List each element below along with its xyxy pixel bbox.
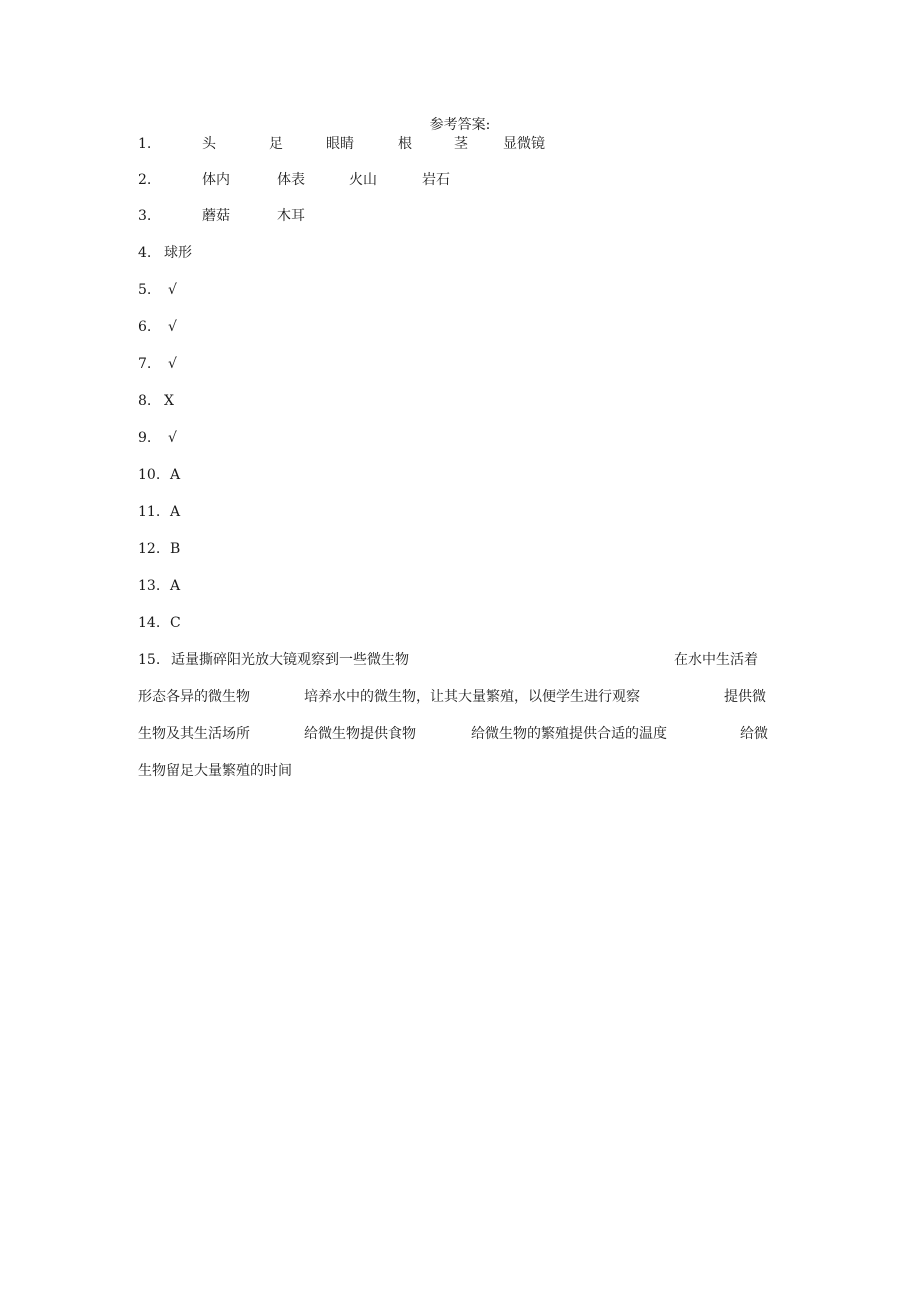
question-number: 14. [138,615,161,631]
answer-text: C [170,615,181,631]
answer-row-4 [138,243,838,263]
question-number: 4. [138,245,152,261]
answer-word: 根 [398,136,412,152]
answer-row-9 [138,428,838,448]
question-number: 13. [138,578,161,594]
answer-row-2 [138,170,838,190]
answer-phrase: 在水中生活着 [674,652,758,668]
question-number: 2. [138,172,152,188]
question-number: 9. [138,430,152,446]
answer-text: B [170,541,181,557]
answer-row-6 [138,317,838,337]
question-number: 12. [138,541,161,557]
question-number: 6. [138,319,152,335]
answer-phrase: 适量撕碎阳光放大镜观察到一些微生物 [171,652,409,668]
answer-phrase: 给微生物提供食物 [304,726,416,742]
question-number: 10. [138,467,161,483]
answer-text: X [164,393,174,409]
answer-word: 体内 [202,172,230,188]
answer-word: 显微镜 [503,136,545,152]
check-mark: √ [168,356,177,372]
answer-phrase: 生物留足大量繁殖的时间 [138,763,292,779]
answer-word: 头 [202,136,216,152]
check-mark: √ [168,282,177,298]
answer-row-1 [138,134,838,154]
question-number: 15. [138,652,161,668]
answer-row-15-cont-3 [138,761,798,781]
answer-word: 岩石 [422,172,450,188]
answer-word: 火山 [349,172,377,188]
answer-text: 球形 [164,245,192,261]
check-mark: √ [168,319,177,335]
answer-phrase: 形态各异的微生物 [138,689,250,705]
answer-word: 眼睛 [326,136,354,152]
answer-row-10 [138,465,838,485]
answer-row-8 [138,391,838,411]
answer-phrase: 生物及其生活场所 [138,726,250,742]
answer-phrase: 培养水中的微生物，让其大量繁殖，以便学生进行观察 [304,689,640,705]
answer-phrase: 给微生物的繁殖提供合适的温度 [471,726,667,742]
question-number: 11. [138,504,161,520]
answer-phrase: 给微 [740,726,768,742]
question-number: 5. [138,282,152,298]
question-number: 7. [138,356,152,372]
answer-word: 木耳 [277,208,305,224]
answer-word: 茎 [454,136,468,152]
answer-row-14 [138,613,838,633]
page-title: 参考答案: [429,117,491,133]
answer-row-13 [138,576,838,596]
answer-row-7 [138,354,838,374]
answer-word: 体表 [277,172,305,188]
answer-word: 蘑菇 [202,208,230,224]
answer-row-12 [138,539,838,559]
answer-row-15 [138,650,798,670]
answer-row-11 [138,502,838,522]
answer-phrase: 提供微 [724,689,766,705]
answer-row-15-cont-1 [138,687,798,707]
answer-text: A [170,578,181,594]
question-number: 1. [138,136,152,152]
answer-row-5 [138,280,838,300]
answer-row-15-cont-2 [138,724,798,744]
answer-word: 足 [269,136,283,152]
check-mark: √ [168,430,177,446]
answer-row-3 [138,206,838,226]
question-number: 8. [138,393,152,409]
question-number: 3. [138,208,152,224]
answer-text: A [170,467,181,483]
answer-text: A [170,504,181,520]
